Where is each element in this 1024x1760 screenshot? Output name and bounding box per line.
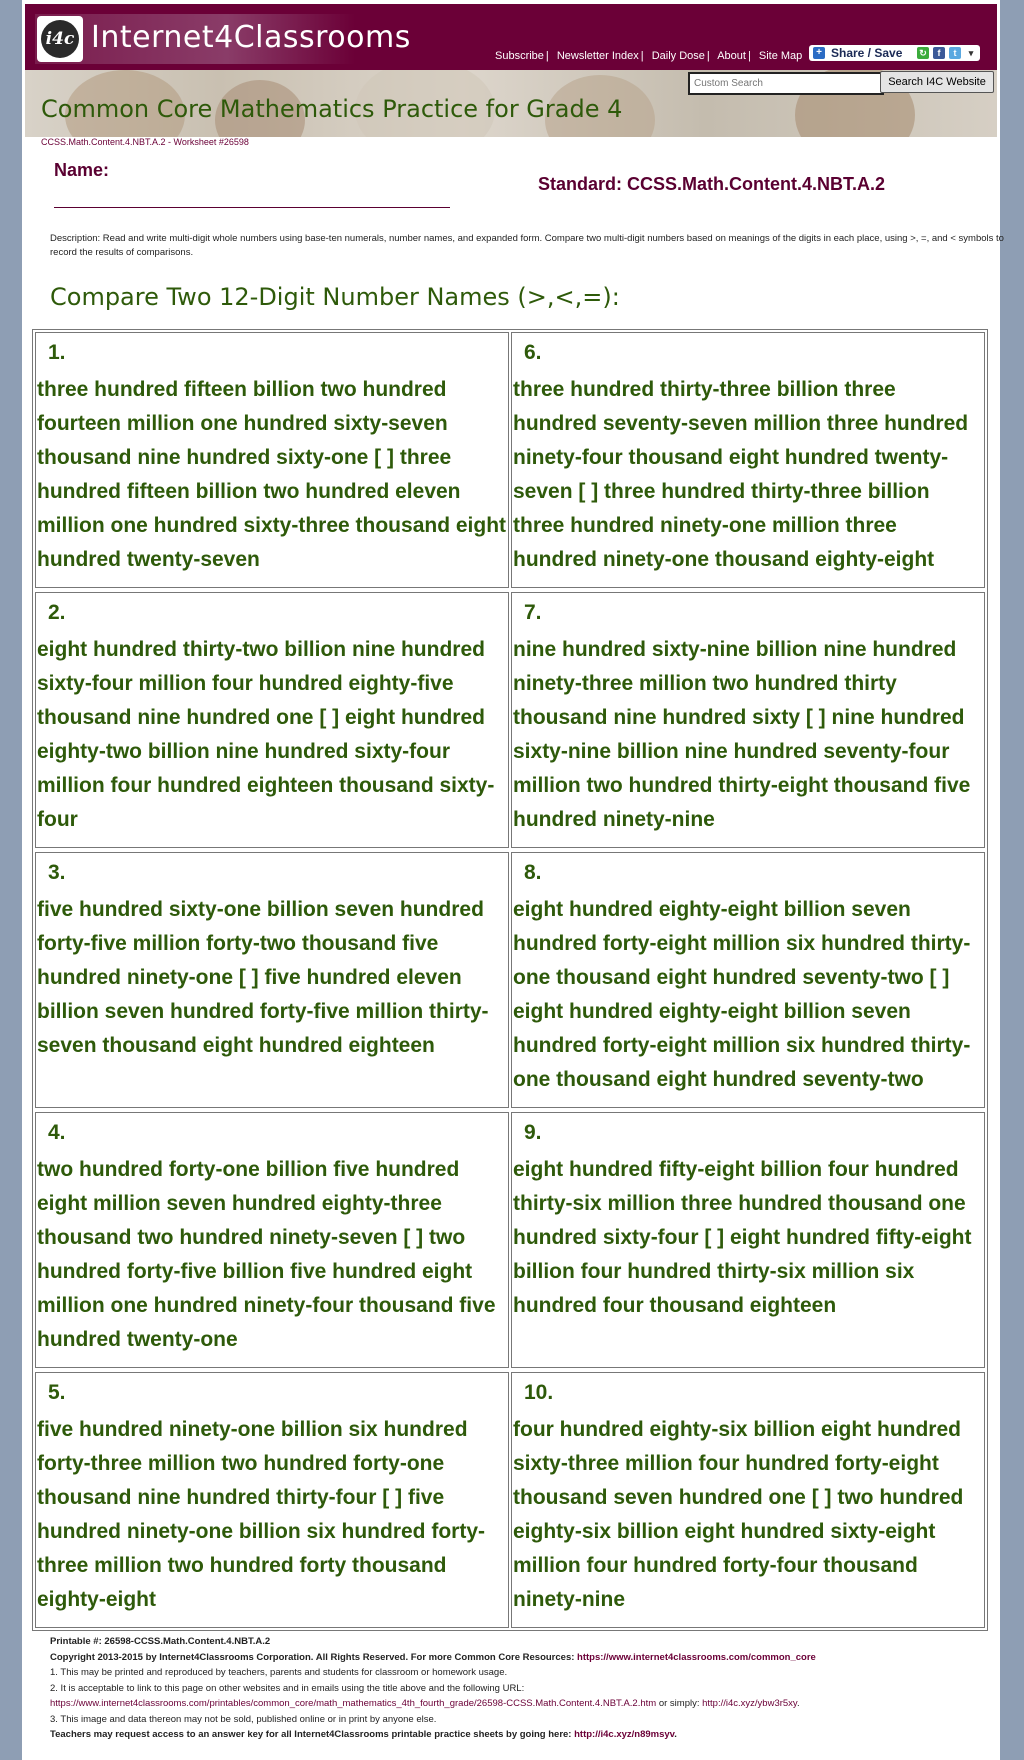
logo-badge-text: i4c (41, 20, 79, 58)
footer-url-line (50, 1696, 1010, 1712)
problem-cell (35, 332, 509, 588)
problem-number: 4. (48, 1121, 66, 1144)
worksheet-url-link[interactable]: https://www.internet4classrooms.com/printables/common_core/math_mathematics_4th_fourth_grade/26598-CCSS.Math.Content.4.NBT.A.2.htm (50, 1698, 657, 1709)
top-nav: Subscribe | Newsletter Index | Daily Dose | About | Site Map (495, 50, 803, 62)
logo-text: Internet4Classrooms (91, 20, 411, 55)
footer-or-simply: or simply: (656, 1698, 703, 1709)
share-link-icon[interactable]: ↻ (917, 47, 929, 59)
worksheet-id: CCSS.Math.Content.4.NBT.A.2 - Worksheet #26598 (41, 137, 249, 147)
logo-badge (37, 16, 83, 62)
problem-cell (35, 852, 509, 1108)
problems-table (32, 329, 988, 1631)
problem-text: eight hundred eighty-eight billion seven hundred forty-eight million six hundred thirty-one thousand eight hundred seventy-two [ ] eight hundred eighty-eight billion seven hundred forty-eight million six hundred thirty-one thousand eight hundred seventy-two (513, 898, 971, 1091)
search-button[interactable]: Search I4C Website (880, 71, 994, 93)
problem-number: 9. (524, 1121, 542, 1144)
footer-note-1: 1. This may be printed and reproduced by teachers, parents and students for classroom or homework usage. (50, 1667, 508, 1678)
footer-note-2: 2. It is acceptable to link to this page on other websites and in emails using the title above and the following URL: (50, 1682, 525, 1694)
share-label: Share / Save (831, 46, 903, 60)
problem-cell (35, 592, 509, 848)
problem-text: four hundred eighty-six billion eight hundred sixty-three million four hundred forty-eight thousand seven hundred one [ ] two hundred eighty-six billion eight hundred sixty-eight million four hundred forty-four thousand ninety-nine (513, 1418, 964, 1611)
common-core-link[interactable]: https://www.internet4classrooms.com/common_core (577, 1651, 816, 1663)
copyright-text: Copyright 2013-2015 by Internet4Classrooms Corporation. All Rights Reserved. For more Common Core Resources: (50, 1651, 575, 1663)
problem-number: 5. (48, 1381, 66, 1404)
nav-daily-dose[interactable]: Daily Dose (651, 50, 705, 62)
share-save-button[interactable] (809, 45, 980, 61)
problem-text: eight hundred thirty-two billion nine hundred sixty-four million four hundred eighty-five thousand nine hundred one [ ] eight hundred eighty-two billion nine hundred sixty-four million four hundred eighteen thousand sixty-four (37, 638, 495, 831)
problem-text: three hundred fifteen billion two hundred fourteen million one hundred sixty-seven thousand nine hundred sixty-one [ ] three hundred fifteen billion two hundred eleven million one hundred sixty-three thousand eight hundred twenty-seven (37, 378, 507, 571)
site-logo[interactable] (35, 14, 411, 64)
problem-number: 8. (524, 861, 542, 884)
answer-key-end: . (674, 1729, 677, 1740)
standard-label: Standard: CCSS.Math.Content.4.NBT.A.2 (538, 174, 886, 194)
problem-text: nine hundred sixty-nine billion nine hundred ninety-three million two hundred thirty thousand nine hundred sixty [ ] nine hundred sixty-nine billion nine hundred seventy-four million two hundred thirty-eight thousand five hundred ninety-nine (513, 638, 971, 831)
problem-number: 10. (524, 1381, 554, 1404)
footer-note-3: 3. This image and data thereon may not be sold, published online or in print by anyone else. (50, 1713, 437, 1725)
page-title: Common Core Mathematics Practice for Grade 4 (41, 95, 623, 123)
answer-key-text: Teachers may request access to an answer key for all Internet4Classrooms printable practice sheets by going here: (50, 1729, 572, 1740)
nav-newsletter-index[interactable]: Newsletter Index (556, 50, 639, 62)
chevron-down-icon[interactable]: ▾ (965, 47, 977, 59)
answer-key-line (50, 1727, 1010, 1743)
problem-cell (35, 1112, 509, 1368)
description: Description: Read and write multi-digit whole numbers using base-ten numerals, number names, and expanded form. Compare two multi-digit numbers based on meanings of the digits in each place, using >, =, and < symbols to record the results of comparisons. (50, 233, 1004, 258)
section-title: Compare Two 12-Digit Number Names (>,<,=): (50, 283, 620, 311)
problem-number: 7. (524, 601, 542, 624)
problem-text: five hundred ninety-one billion six hundred forty-three million two hundred forty-one thousand nine hundred thirty-four [ ] five hundred ninety-one billion six hundred forty-three million two hundred forty thousand eighty-eight (37, 1418, 485, 1611)
name-line (54, 207, 450, 208)
problem-cell (511, 852, 985, 1108)
problem-text: two hundred forty-one billion five hundred eight million seven hundred eighty-three thousand two hundred ninety-seven [ ] two hundred forty-five billion five hundred eight million one hundred ninety-four thousand five hundred twenty-one (37, 1158, 496, 1351)
facebook-icon[interactable]: f (933, 47, 945, 59)
page (22, 0, 1004, 1760)
site-header (25, 4, 997, 70)
problem-text: five hundred sixty-one billion seven hundred forty-five million forty-two thousand five hundred ninety-one [ ] five hundred eleven billion seven hundred forty-five million thirty-seven thousand eight hundred eighteen (37, 898, 489, 1057)
search-input[interactable] (688, 72, 884, 95)
problem-cell (511, 332, 985, 588)
problem-cell (511, 1112, 985, 1368)
problem-text: three hundred thirty-three billion three hundred seventy-seven million three hundred ninety-four thousand eight hundred twenty-seven [ ] three hundred thirty-three billion three hundred ninety-one million three hundred ninety-one thousand eighty-eight (513, 378, 969, 571)
nav-subscribe[interactable]: Subscribe (495, 50, 544, 62)
footer (50, 1634, 1010, 1743)
problem-number: 6. (524, 341, 542, 364)
printable-number: Printable #: 26598-CCSS.Math.Content.4.NBT.A.2 (50, 1636, 271, 1647)
problem-number: 2. (48, 601, 66, 624)
problem-cell (511, 592, 985, 848)
share-plus-icon: + (813, 47, 825, 59)
footer-url-end: . (796, 1698, 800, 1709)
name-label: Name: (54, 160, 110, 180)
problem-text: eight hundred fifty-eight billion four hundred thirty-six million three hundred thousand one hundred sixty-four [ ] eight hundred fifty-eight billion four hundred thirty-six million six hundred four thousand eighteen (513, 1158, 972, 1317)
answer-key-link[interactable]: http://i4c.xyz/n89msyv (574, 1729, 675, 1740)
nav-site-map[interactable]: Site Map (758, 50, 803, 62)
problem-number: 3. (48, 861, 66, 884)
problem-cell (35, 1372, 509, 1628)
problem-number: 1. (48, 341, 66, 364)
twitter-icon[interactable]: t (949, 47, 961, 59)
problem-cell (511, 1372, 985, 1628)
nav-about[interactable]: About (717, 50, 746, 62)
copyright-line (50, 1650, 1010, 1666)
short-url-link[interactable]: http://i4c.xyz/ybw3r5xy (702, 1698, 797, 1709)
